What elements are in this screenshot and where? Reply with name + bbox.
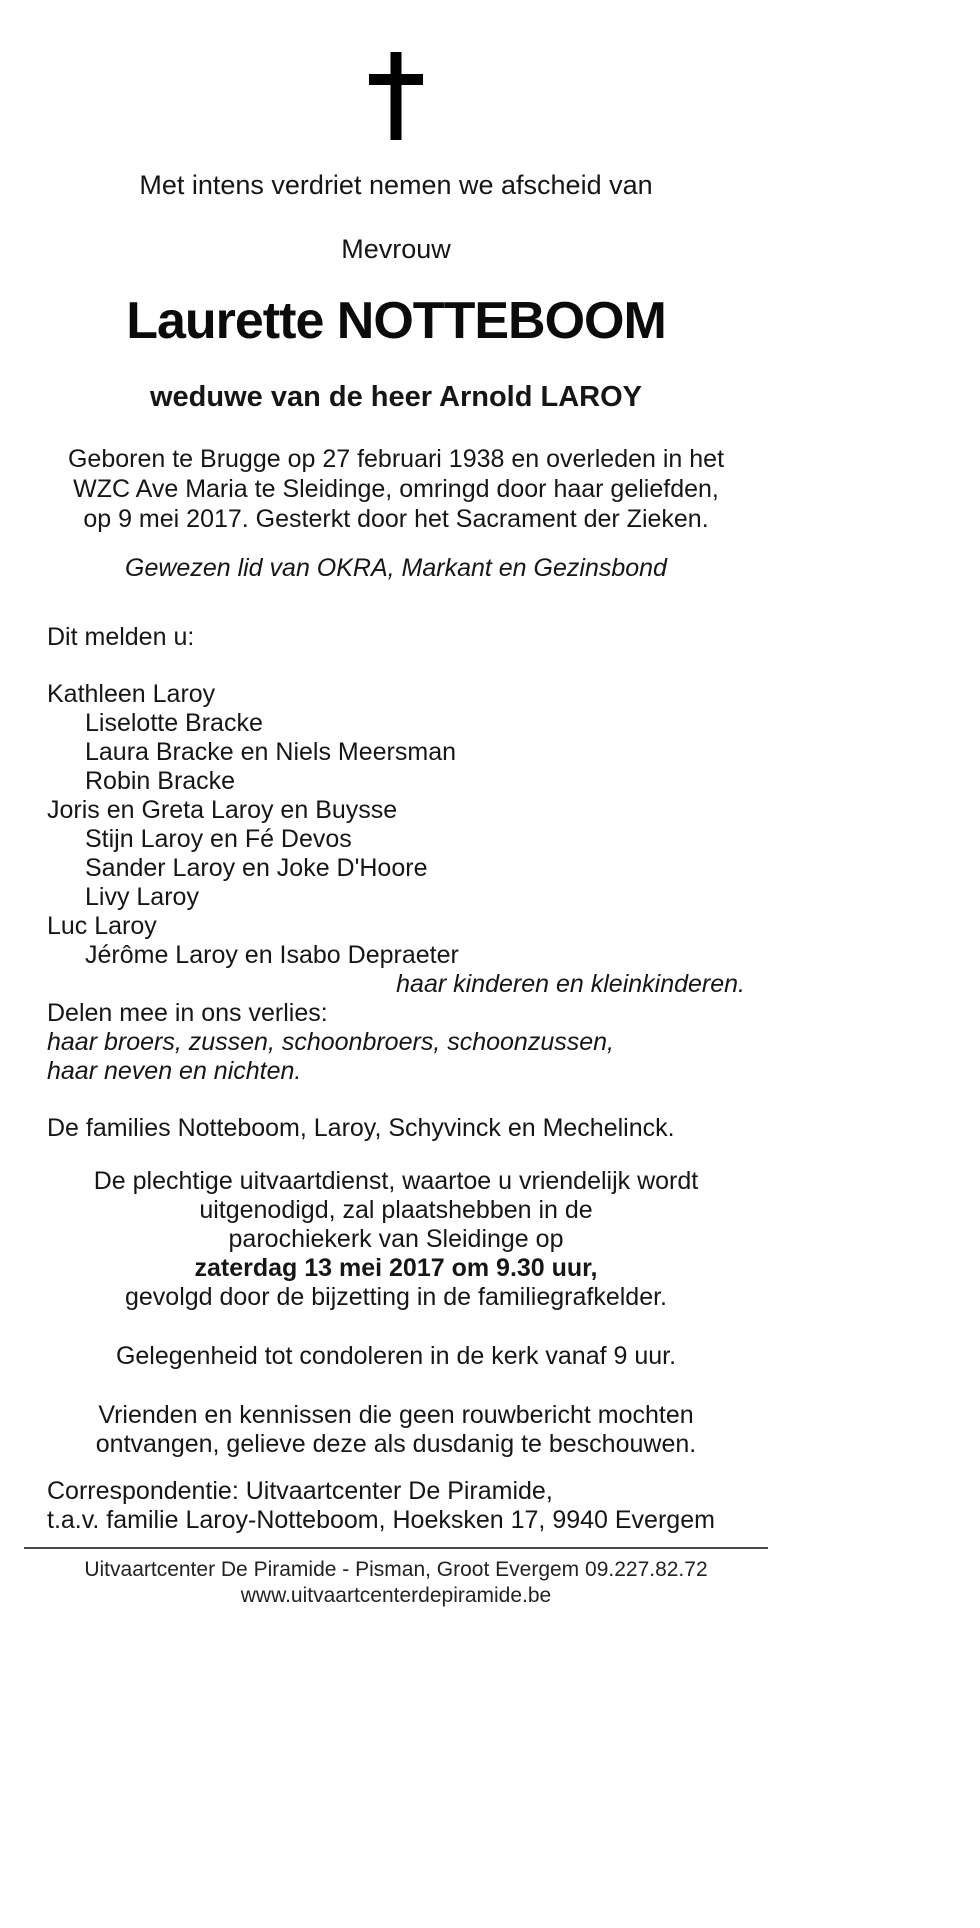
- loss-line: haar neven en nichten.: [47, 1057, 302, 1085]
- correspondence-line: t.a.v. familie Laroy-Notteboom, Hoeksken 17, 9940 Evergem: [47, 1506, 715, 1534]
- loss-line: haar broers, zussen, schoonbroers, schoonzussen,: [47, 1028, 614, 1056]
- service-announcement: [0, 1167, 792, 1312]
- list-item: Jérôme Laroy en Isabo Depraeter: [85, 941, 459, 969]
- list-item: Livy Laroy: [85, 883, 199, 911]
- list-item: Laura Bracke en Niels Meersman: [85, 738, 456, 766]
- notice-line: Vrienden en kennissen die geen rouwbericht mochten: [98, 1401, 694, 1429]
- footer: [0, 1557, 792, 1609]
- cross-horizontal-bar: [369, 74, 423, 85]
- service-line: parochiekerk van Sleidinge op: [228, 1225, 564, 1253]
- list-item: Stijn Laroy en Fé Devos: [85, 825, 352, 853]
- notice-paragraph: [0, 1401, 792, 1459]
- service-line: De plechtige uitvaartdienst, waartoe u vriendelijk wordt: [93, 1167, 699, 1195]
- list-item: Liselotte Bracke: [85, 709, 263, 737]
- bio-paragraph: [0, 444, 792, 534]
- divider: [24, 1547, 768, 1549]
- relation-line: weduwe van de heer Arnold LAROY: [149, 381, 642, 413]
- list-item: Sander Laroy en Joke D'Hoore: [85, 854, 428, 882]
- deceased-name: Laurette NOTTEBOOM: [126, 292, 666, 350]
- list-item: Joris en Greta Laroy en Buysse: [47, 796, 398, 824]
- bio-line: op 9 mei 2017. Gesterkt door het Sacrament der Zieken.: [83, 505, 709, 533]
- website-line: www.uitvaartcenterdepiramide.be: [240, 1584, 552, 1607]
- families-line: De families Notteboom, Laroy, Schyvinck en Mechelinck.: [47, 1114, 675, 1142]
- membership-line: Gewezen lid van OKRA, Markant en Gezinsbond: [125, 554, 667, 582]
- loss-paragraph: [0, 1028, 792, 1086]
- salutation-line: Mevrouw: [341, 234, 451, 264]
- list-item: Luc Laroy: [47, 912, 157, 940]
- bio-line: Geboren te Brugge op 27 februari 1938 en overleden in het: [67, 445, 725, 473]
- bio-line: WZC Ave Maria te Sleidinge, omringd door haar geliefden,: [73, 475, 719, 503]
- list-item: Robin Bracke: [85, 767, 236, 795]
- notice-line: ontvangen, gelieve deze als dusdanig te beschouwen.: [95, 1430, 697, 1458]
- cross-vertical-bar: [391, 52, 402, 140]
- loss-heading: Delen mee in ons verlies:: [47, 999, 328, 1027]
- announcers-heading: Dit melden u:: [47, 623, 195, 651]
- correspondence-line: Correspondentie: Uitvaartcenter De Piramide,: [47, 1477, 553, 1505]
- funeral-home-line: Uitvaartcenter De Piramide - Pisman, Groot Evergem 09.227.82.72: [84, 1558, 708, 1581]
- service-after-line: gevolgd door de bijzetting in de familiegrafkelder.: [124, 1283, 667, 1311]
- list-item: Kathleen Laroy: [47, 680, 216, 708]
- children-caption: haar kinderen en kleinkinderen.: [396, 970, 745, 998]
- cross-icon: [366, 52, 426, 140]
- service-line: uitgenodigd, zal plaatshebben in de: [199, 1196, 593, 1224]
- correspondence-block: [0, 1477, 792, 1535]
- intro-line: Met intens verdriet nemen we afscheid van: [139, 170, 653, 200]
- condolence-line: Gelegenheid tot condoleren in de kerk vanaf 9 uur.: [115, 1342, 677, 1370]
- announcers-list: [0, 680, 792, 970]
- service-datetime: zaterdag 13 mei 2017 om 9.30 uur,: [194, 1254, 598, 1282]
